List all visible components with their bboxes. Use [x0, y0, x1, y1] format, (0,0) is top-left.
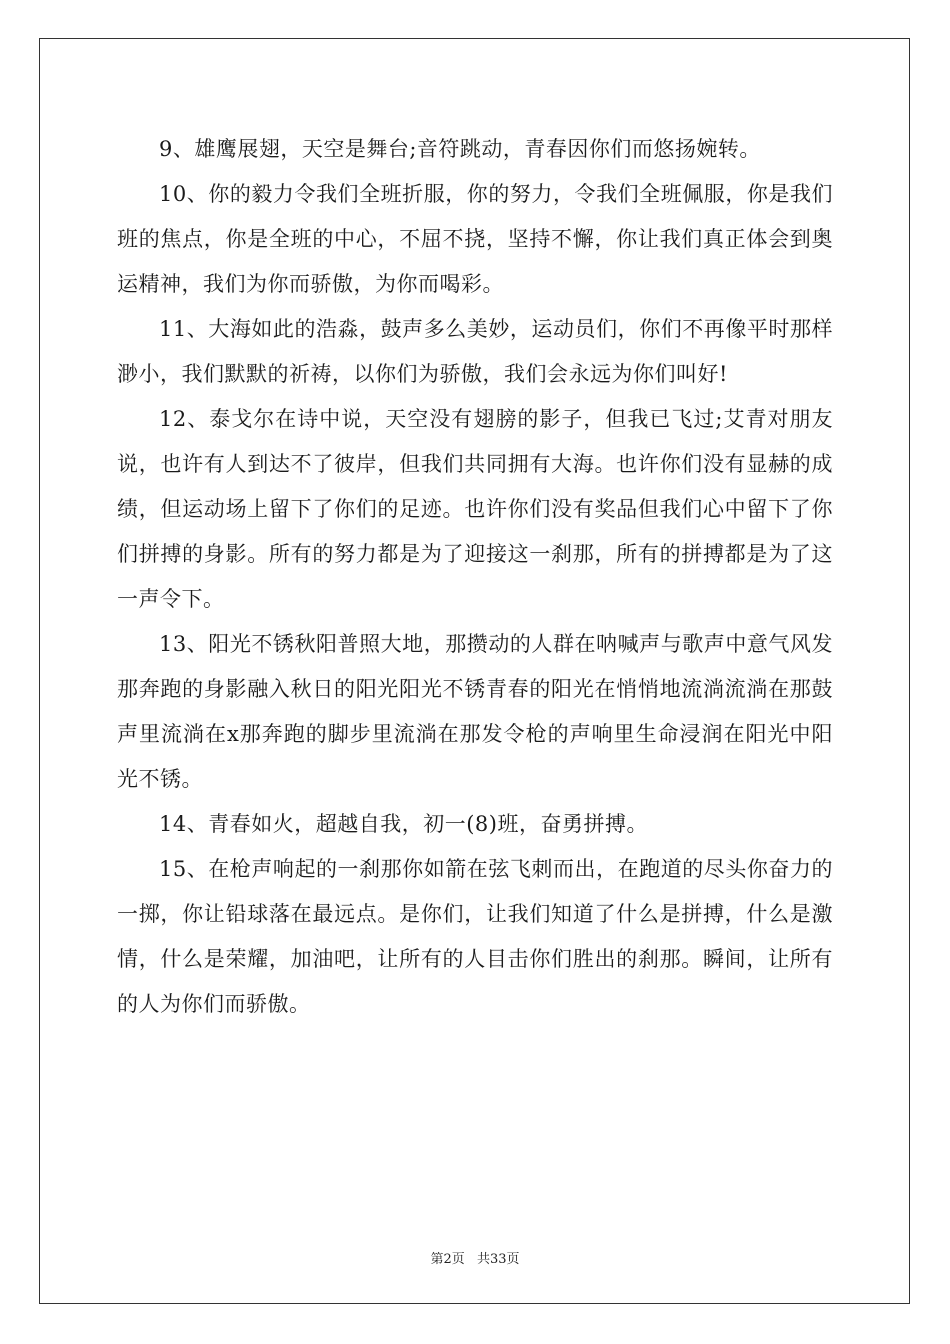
- paragraph-10: 10、你的毅力令我们全班折服，你的努力，令我们全班佩服，你是我们班的焦点，你是全班的中心，不屈不挠，坚持不懈，你让我们真正体会到奥运精神，我们为你而骄傲，为你而喝彩。: [117, 182, 833, 296]
- paragraph-14: 14、青春如火，超越自我，初一(8)班，奋勇拼搏。: [159, 812, 648, 836]
- paragraph-12: 12、泰戈尔在诗中说，天空没有翅膀的影子，但我已飞过;艾青对朋友说，也许有人到达不了彼岸，但我们共同拥有大海。也许你们没有显赫的成绩，但运动场上留下了你们的足迹。也许你们没有奖品但我们心中留下了你们拼搏的身影。所有的努力都是为了迎接这一刹那，所有的拼搏都是为了这一声令下。: [117, 407, 833, 611]
- paragraph-11: 11、大海如此的浩淼，鼓声多么美妙，运动员们，你们不再像平时那样渺小，我们默默的祈祷，以你们为骄傲，我们会永远为你们叫好!: [117, 317, 833, 386]
- page-footer: [0, 1248, 950, 1267]
- paragraph-15: 15、在枪声响起的一刹那你如箭在弦飞刺而出，在跑道的尽头你奋力的一掷，你让铅球落在最远点。是你们，让我们知道了什么是拼搏，什么是激情，什么是荣耀，加油吧，让所有的人目击你们胜出的刹那。瞬间，让所有的人为你们而骄傲。: [117, 857, 833, 1016]
- page-total: 共33页: [476, 1252, 520, 1267]
- page-number: 第2页: [430, 1252, 465, 1267]
- paragraph-13: 13、阳光不锈秋阳普照大地，那攒动的人群在呐喊声与歌声中意气风发那奔跑的身影融入秋日的阳光阳光不锈青春的阳光在悄悄地流淌流淌在那鼓声里流淌在x那奔跑的脚步里流淌在那发令枪的声响里生命浸润在阳光中阳光不锈。: [117, 632, 833, 791]
- document-body: [117, 127, 833, 1027]
- paragraph-9: 9、雄鹰展翅，天空是舞台;音符跳动，青春因你们而悠扬婉转。: [159, 137, 761, 161]
